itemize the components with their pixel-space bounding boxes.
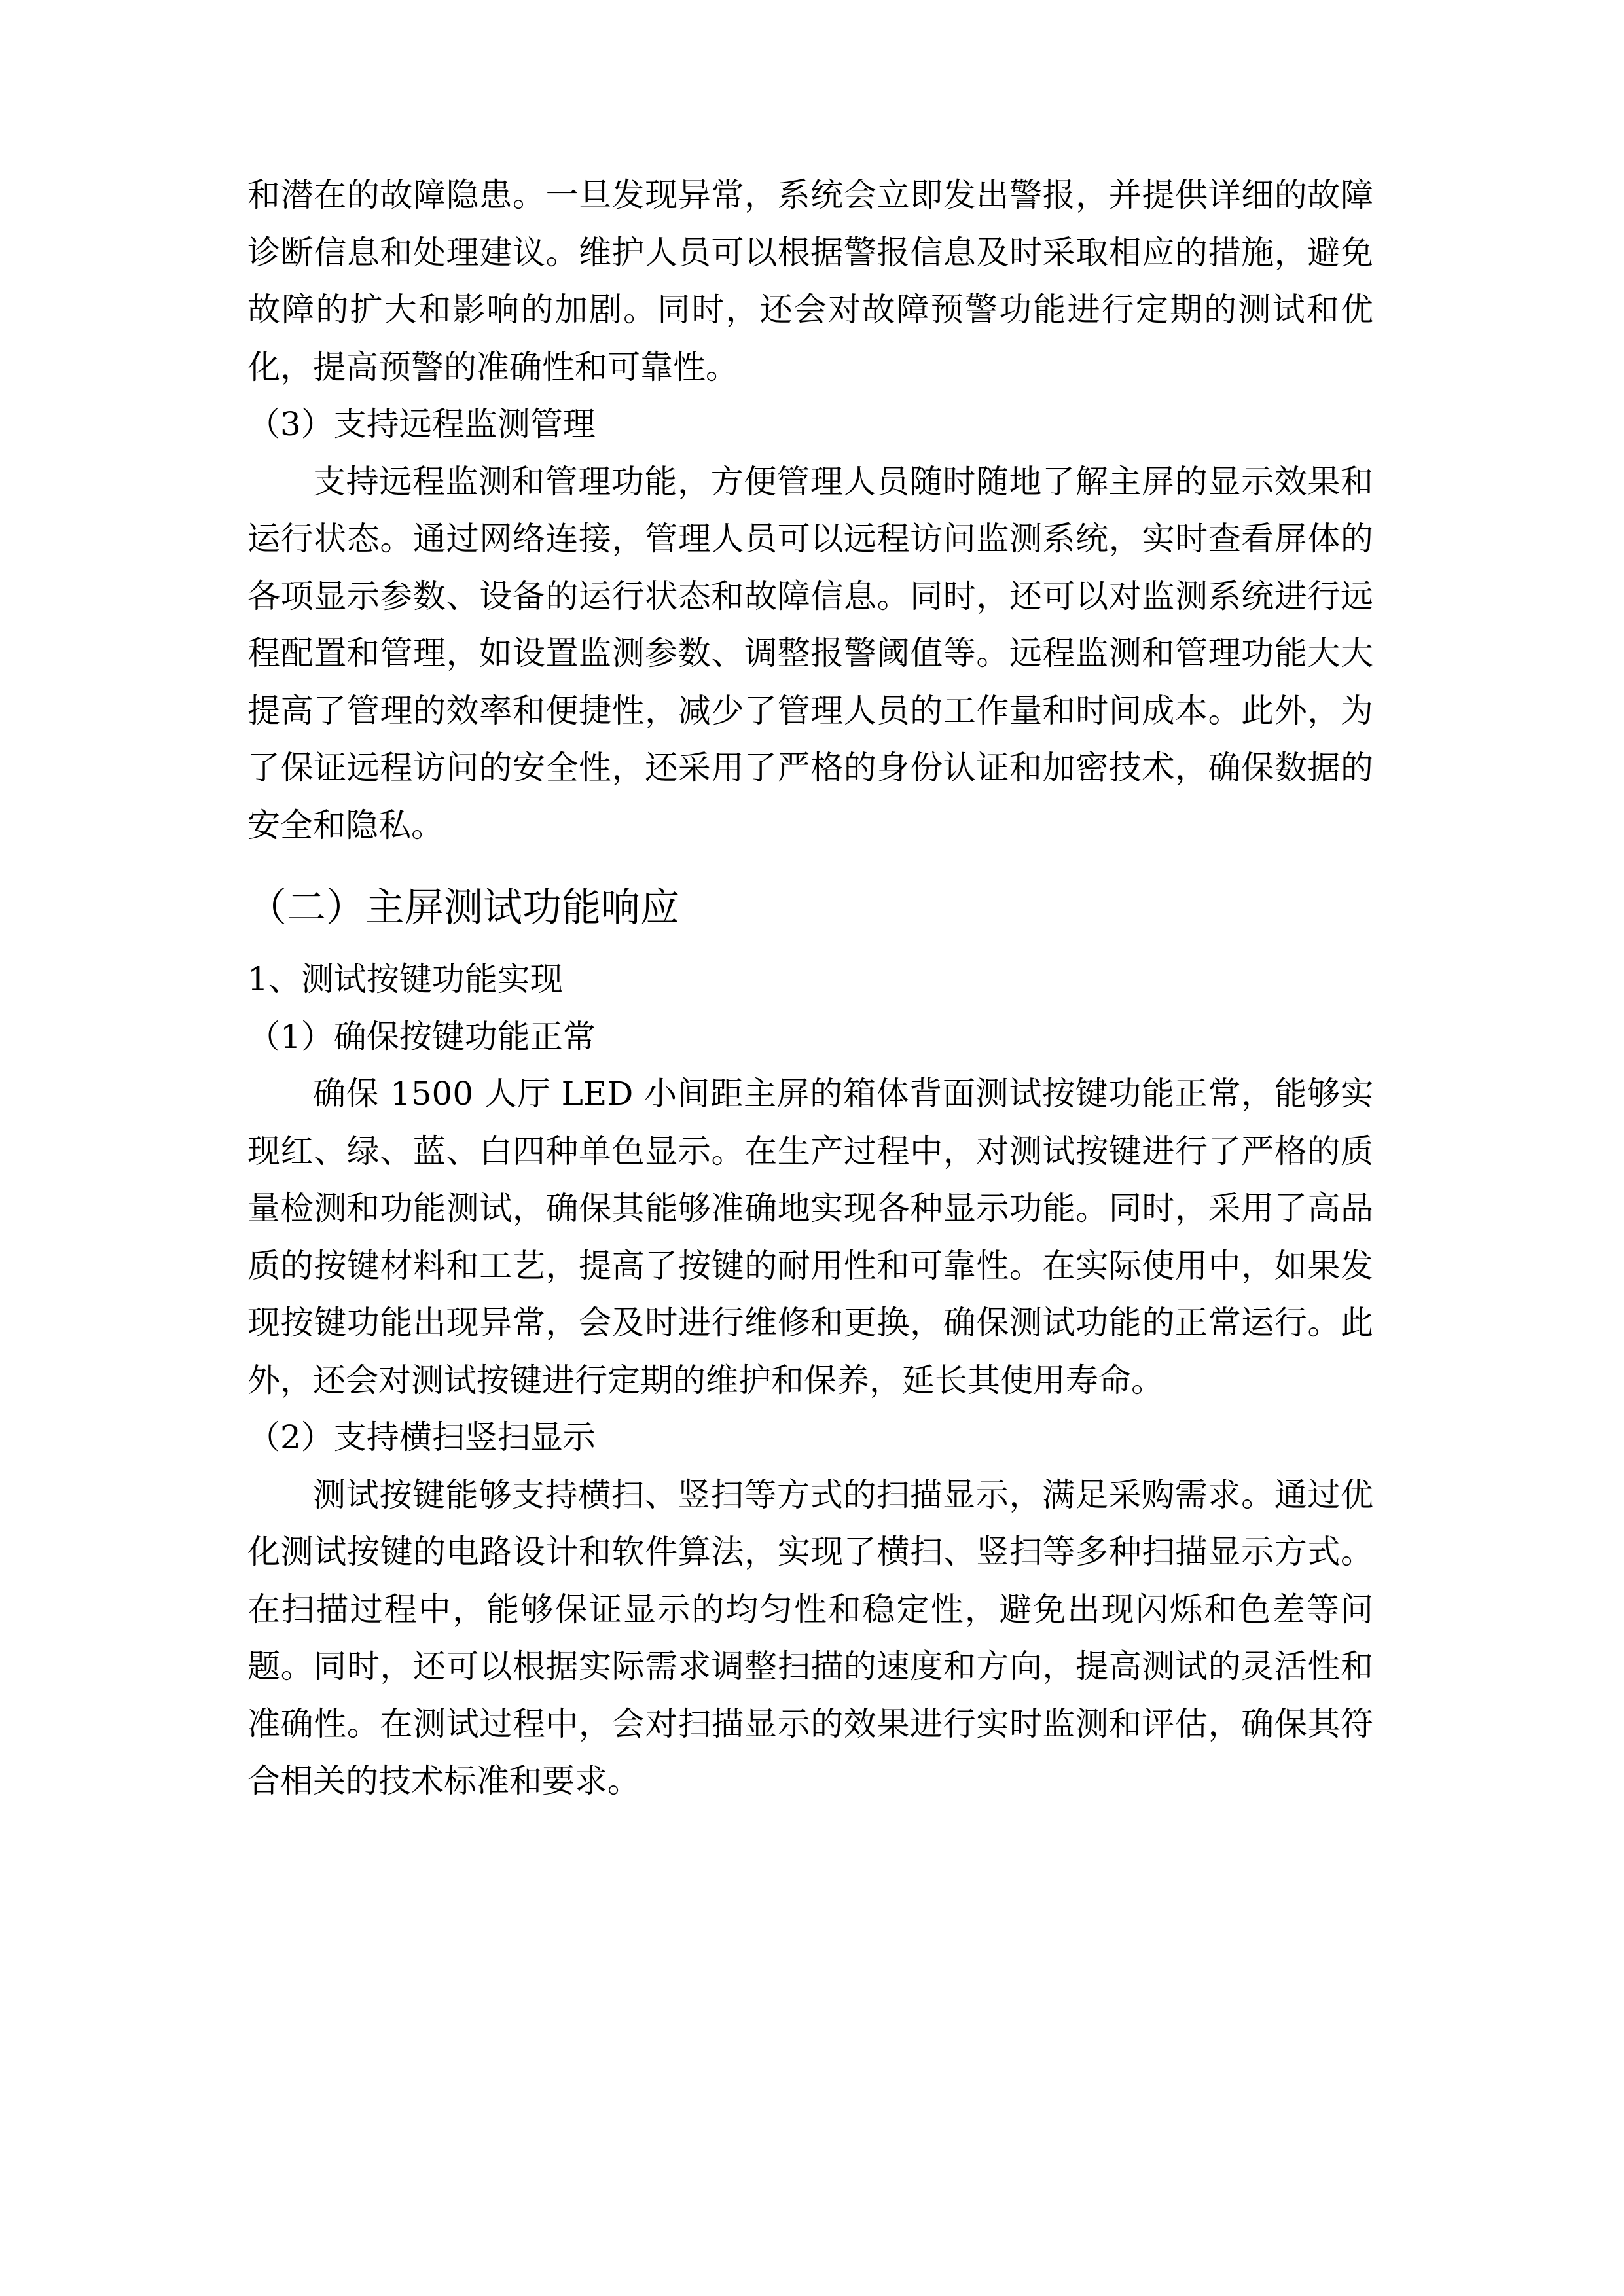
subheading-scan-display: （2）支持横扫竖扫显示: [247, 1418, 596, 1456]
paragraph-fault-warning: 和潜在的故障隐患。一旦发现异常，系统会立即发出警报，并提供详细的故障诊断信息和处理建议。维护人员可以根据警报信息及时采取相应的措施，避免故障的扩大和影响的加剧。同时，还会对故障预警功能进行定期的测试和优化，提高预警的准确性和可靠性。: [247, 176, 1373, 386]
subheading-remote-monitoring: （3）支持远程监测管理: [247, 405, 596, 443]
subheading-button-function-normal: （1）确保按键功能正常: [247, 1017, 596, 1056]
paragraph-button-function: 确保 1500 人厅 LED 小间距主屏的箱体背面测试按键功能正常，能够实现红、绿、蓝、白四种单色显示。在生产过程中，对测试按键进行了严格的质量检测和功能测试，确保其能够准确地实现各种显示功能。同时，采用了高品质的按键材料和工艺，提高了按键的耐用性和可靠性。在实际使用中，如果发现按键功能出现异常，会及时进行维修和更换，确保测试功能的正常运行。此外，还会对测试按键进行定期的维护和保养，延长其使用寿命。: [247, 1075, 1373, 1399]
document-body: [247, 167, 1373, 1810]
heading-test-button-function: 1、测试按键功能实现: [247, 960, 563, 998]
paragraph-remote-monitoring: 支持远程监测和管理功能，方便管理人员随时随地了解主屏的显示效果和运行状态。通过网络连接，管理人员可以远程访问监测系统，实时查看屏体的各项显示参数、设备的运行状态和故障信息。同时，还可以对监测系统进行远程配置和管理，如设置监测参数、调整报警阈值等。远程监测和管理功能大大提高了管理的效率和便捷性，减少了管理人员的工作量和时间成本。此外，为了保证远程访问的安全性，还采用了严格的身份认证和加密技术，确保数据的安全和隐私。: [247, 462, 1373, 844]
paragraph-scan-display: 测试按键能够支持横扫、竖扫等方式的扫描显示，满足采购需求。通过优化测试按键的电路设计和软件算法，实现了横扫、竖扫等多种扫描显示方式。在扫描过程中，能够保证显示的均匀性和稳定性，避免出现闪烁和色差等问题。同时，还可以根据实际需求调整扫描的速度和方向，提高测试的灵活性和准确性。在测试过程中，会对扫描显示的效果进行实时监测和评估，确保其符合相关的技术标准和要求。: [247, 1475, 1373, 1800]
section-heading-main-screen-test: （二）主屏测试功能响应: [247, 885, 679, 931]
